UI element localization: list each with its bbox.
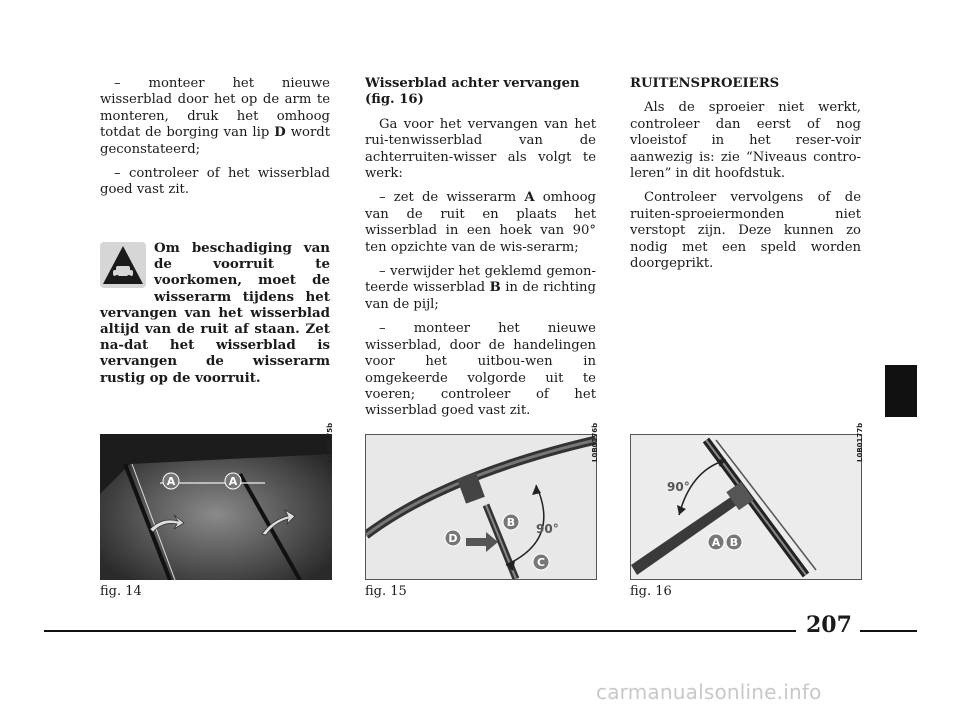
figure-code: L0B0176b [591,422,599,462]
section-heading: RUITENSPROEIERS [630,76,780,91]
label-a-marker [224,472,242,490]
label-d-marker [444,529,462,547]
figure-caption: fig. 15 [365,584,407,599]
paragraph: – monteer het nieuwe wisserblad door het op de arm te monteren, druk het omhoog totdat de borging van lip D wordt geconstateerd; [100,76,330,157]
label-a-marker [162,472,180,490]
label-b-marker [725,533,743,551]
svg-text:90°: 90° [536,522,559,536]
column-2 [365,76,596,428]
rear-wiper-illustration [631,435,861,579]
warning-text: Om beschadiging van de voorruit te voorkomen, moet de wisserarm tijdens het vervangen van het wisserblad altijd van de ruit af staan. Zet na-dat het wisserblad is vervangen de wisserarm rustig op de voorruit. [100,240,330,386]
svg-text:D: D [448,532,458,545]
paragraph: – zet de wisserarm A omhoog van de ruit en plaats het wisserblad in een hoek van 90° ten opzichte van de wis-serarm; [365,190,596,255]
svg-text:A: A [228,475,238,488]
paragraph: – controleer of het wisserblad goed vast zit. [100,166,330,198]
svg-text:B: B [506,516,516,529]
label-a-marker [707,533,725,551]
label-b-marker [502,513,520,531]
figure-code: L0B0177b [856,422,864,462]
paragraph: Controleer vervolgens of de ruiten-sproeiermonden niet verstopt zijn. Deze kunnen zo nodig met een speld worden doorgeprikt. [630,190,861,272]
chapter-tab [885,365,917,417]
figure-caption: fig. 16 [630,584,672,599]
svg-text:B: B [729,536,739,549]
svg-text:90°: 90° [667,480,690,494]
watermark: carmanualsonline.info [596,680,822,704]
paragraph: – monteer het nieuwe wisserblad, door de handelingen voor het uitbou-wen in omgekeerde volgorde uit te voeren; controleer of het wisserblad goed vast zit. [365,321,596,419]
figure-caption: fig. 14 [100,584,142,599]
label-c-marker [532,553,550,571]
figure-code: L0B0175b [326,422,334,462]
wiper-blade-illustration [366,435,596,579]
warning-triangle-icon [100,242,146,288]
footer-rule [860,630,917,632]
warning-box [100,240,330,386]
paragraph: Als de sproeier niet werkt, controleer dan eerst of nog vloeistof in het reser-voir aanwezig is: zie “Niveaus contro-leren” in dit hoofdstuk. [630,100,861,182]
svg-text:C: C [536,556,546,569]
column-3 [630,76,861,280]
figure-16-rear-wiper [630,434,862,580]
svg-text:A: A [166,475,176,488]
windshield-illustration [100,434,332,580]
svg-text:A: A [711,536,721,549]
paragraph: Ga voor het vervangen van het rui-tenwisserblad van de achterruiten-wisser als volgt te werk: [365,116,596,182]
section-heading: Wisserblad achter vervangen (fig. 16) [365,76,580,108]
figure-14-windshield-photo [100,434,332,580]
column-1 [100,76,330,207]
paragraph: – verwijder het geklemd gemon-teerde wisserblad B in de richting van de pijl; [365,264,596,312]
footer-rule [44,630,796,632]
figure-15-wiper-blade [365,434,597,580]
page-number: 207 [806,612,852,638]
